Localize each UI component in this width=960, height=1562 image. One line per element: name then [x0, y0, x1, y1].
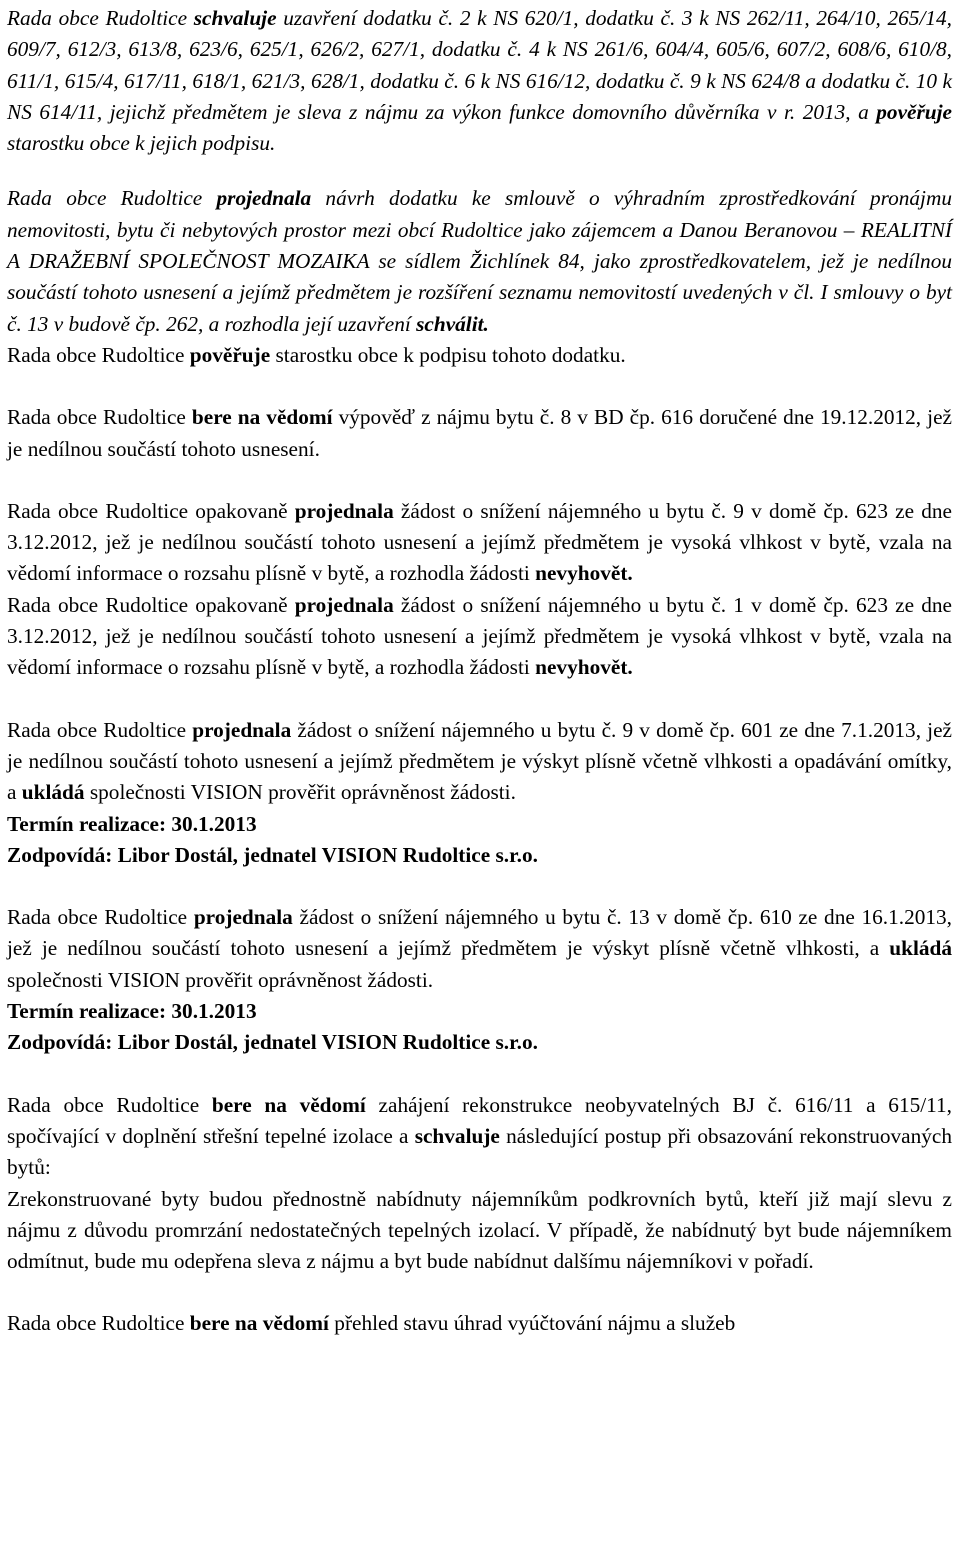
- resolution-rent-reduction-610: [7, 902, 952, 996]
- text-run: návrh dodatku ke smlouvě o výhradním zprostředkování pronájmu nemovitosti, bytu či nebytových prostor mezi obcí Rudoltice jako zájemcem a Danou Beranovou – REALITNÍ A DRAŽEBNÍ SPOLEČNOST MOZAIKA se sídlem Žichlínek 84, jako zprostředkovatelem, jež je nedílnou součástí tohoto usnesení a jejímž předmětem je rozšíření seznamu nemovitostí uvedených v čl. I smlouvy o byt č. 13 v budově čp. 262, a rozhodla její uzavření: [7, 186, 952, 336]
- resolution-signature-authorization: [7, 340, 952, 371]
- resolution-reconstruction: [7, 1090, 952, 1184]
- text-run: společnosti VISION prověřit oprávněnost žádosti.: [7, 967, 434, 992]
- decision-keyword: schvaluje: [193, 6, 277, 30]
- text-run: Rada obce Rudoltice: [7, 905, 194, 930]
- decision-keyword: projednala: [294, 498, 394, 523]
- text-run: následující postup při obsazování rekonstruovaných bytů:: [7, 1123, 952, 1180]
- decision-keyword: schválit.: [416, 311, 489, 336]
- decision-keyword: schvaluje: [414, 1123, 500, 1148]
- decision-keyword: pověřuje: [876, 99, 952, 124]
- resolution-amendments-approval: [7, 3, 952, 159]
- text-run: Rada obce Rudoltice: [7, 1311, 190, 1336]
- decision-keyword: projednala: [294, 592, 394, 617]
- text-run: přehled stavu úhrad vyúčtování nájmu a služeb: [328, 1311, 736, 1336]
- responsible-person-line: [7, 1027, 952, 1058]
- decision-keyword: nevyhovět.: [535, 655, 633, 680]
- resolution-rent-reduction-flat-1: [7, 590, 952, 684]
- resolution-lease-termination: [7, 402, 952, 465]
- decision-keyword: projednala: [193, 905, 293, 930]
- deadline-line: [7, 996, 952, 1027]
- text-run: Rada obce Rudoltice: [7, 342, 190, 367]
- text-run: Rada obce Rudoltice opakovaně: [7, 592, 295, 617]
- text-run: Rada obce Rudoltice: [7, 6, 194, 30]
- decision-keyword: pověřuje: [189, 342, 271, 367]
- reconstruction-rules: [7, 1184, 952, 1278]
- resolution-rent-reduction-601: [7, 715, 952, 809]
- resolution-payments-overview: [7, 1308, 952, 1339]
- text-run: výpověď z nájmu bytu č. 8 v BD čp. 616 doručené dne 19.12.2012, jež je nedílnou součástí tohoto usnesení.: [7, 405, 952, 461]
- resolution-rent-reduction-flat-9: [7, 496, 952, 590]
- decision-keyword: ukládá: [889, 936, 952, 961]
- deadline-text: Termín realizace: 30.1.2013: [7, 999, 257, 1024]
- text-run: Rada obce Rudoltice opakovaně: [7, 498, 295, 523]
- responsible-person-line: [7, 840, 952, 871]
- decision-keyword: bere na vědomí: [211, 1092, 366, 1117]
- text-run: Rada obce Rudoltice: [7, 186, 217, 211]
- text-run: Rada obce Rudoltice: [7, 717, 193, 742]
- text-run: starostku obce k jejich podpisu.: [7, 131, 276, 156]
- text-run: žádost o snížení nájemného u bytu č. 9 v domě čp. 623 ze dne 3.12.2012, jež je nedílnou součástí tohoto usnesení a jejímž předmětem je vysoká vlhkost v bytě, vzala na vědomí informace o rozsahu plísně v bytě, a rozhodla žádosti: [7, 498, 952, 586]
- text-run: žádost o snížení nájemného u bytu č. 9 v domě čp. 601 ze dne 7.1.2013, jež je nedílnou součástí tohoto usnesení a jejímž předmětem je výskyt plísně včetně vlhkosti a opadávání omítky, a: [7, 717, 952, 805]
- decision-keyword: bere na vědomí: [191, 405, 333, 430]
- text-run: žádost o snížení nájemného u bytu č. 1 v domě čp. 623 ze dne 3.12.2012, jež je nedílnou součástí tohoto usnesení a jejímž předmětem je vysoká vlhkost v bytě, vzala na vědomí informace o rozsahu plísně v bytě, a rozhodla žádosti: [7, 592, 952, 680]
- text-run: zahájení rekonstrukce neobyvatelných BJ č. 616/11 a 615/11, spočívající v doplnění střešní tepelné izolace a: [7, 1092, 952, 1148]
- deadline-line: [7, 809, 952, 840]
- text-run: žádost o snížení nájemného u bytu č. 13 v domě čp. 610 ze dne 16.1.2013, jež je nedílnou součástí tohoto usnesení a jejímž předmětem je výskyt plísně včetně vlhkosti, a: [7, 905, 952, 961]
- decision-keyword: projednala: [216, 186, 312, 211]
- text-run: Rada obce Rudoltice: [7, 405, 192, 430]
- text-run: společnosti VISION prověřit oprávněnost žádosti.: [84, 780, 516, 805]
- decision-keyword: projednala: [192, 717, 292, 742]
- decision-keyword: nevyhovět.: [535, 561, 633, 586]
- decision-keyword: bere na vědomí: [189, 1311, 329, 1336]
- deadline-text: Termín realizace: 30.1.2013: [7, 811, 257, 836]
- text-run: Rada obce Rudoltice: [7, 1092, 212, 1117]
- text-run: uzavření dodatku č. 2 k NS 620/1, dodatku č. 3 k NS 262/11, 264/10, 265/14, 609/7, 612/3, 613/8, 623/6, 625/1, 626/2, 627/1, dodatku č. 4 k NS 261/6, 604/4, 605/6, 607/2, 608/6, 610/8, 611/1, 615/4, 617/11, 618/1, 621/3, 628/1, dodatku č. 6 k NS 616/12, dodatku č. 9 k NS 624/8 a dodatku č. 10 k NS 614/11, jejichž předmětem je sleva z nájmu za výkon funkce domovního důvěrníka v r. 2013, a: [7, 6, 952, 124]
- text-run: starostku obce k podpisu tohoto dodatku.: [270, 342, 626, 367]
- responsible-text: Zodpovídá: Libor Dostál, jednatel VISION Rudoltice s.r.o.: [7, 1030, 538, 1055]
- responsible-text: Zodpovídá: Libor Dostál, jednatel VISION Rudoltice s.r.o.: [7, 842, 538, 867]
- decision-keyword: ukládá: [21, 780, 85, 805]
- text-run: Zrekonstruované byty budou přednostně nabídnuty nájemníkům podkrovních bytů, kteří již mají slevu z nájmu z důvodu promrzání nedostatečných tepelných izolací. V případě, že nabídnutý byt bude nájemníkem odmítnut, bude mu odepřena sleva z nájmu a byt bude nabídnut dalšímu nájemníkovi v pořadí.: [7, 1186, 952, 1274]
- resolution-mozaika-contract: [7, 183, 952, 339]
